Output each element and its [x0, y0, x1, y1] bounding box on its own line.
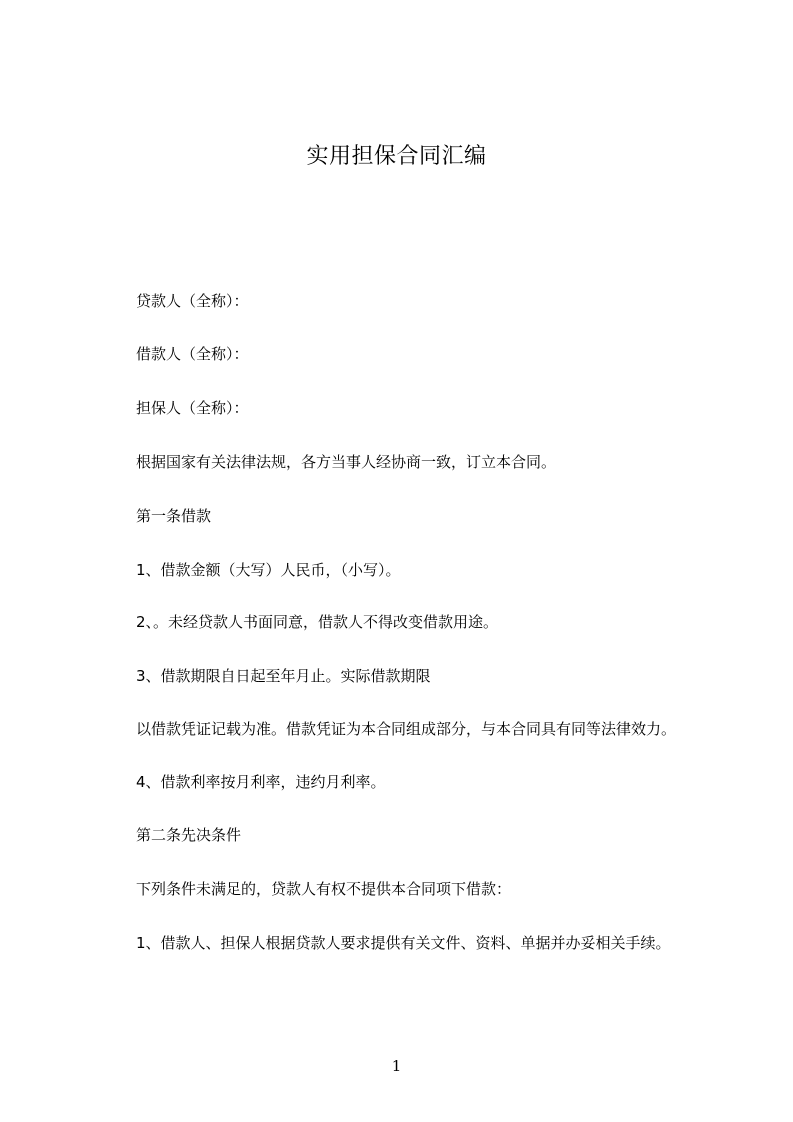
clause-1-4: 4、借款利率按月利率，违约月利率。 — [136, 773, 386, 791]
article-2-intro: 下列条件未满足的，贷款人有权不提供本合同项下借款： — [136, 880, 512, 898]
guarantor-line: 担保人（全称）： — [136, 399, 249, 417]
clause-1-3: 3、借款期限自日起至年月止。实际借款期限 — [136, 667, 431, 685]
clause-1-1: 1、借款金额（大写）人民币，（小写）。 — [136, 561, 401, 579]
borrower-line: 借款人（全称）： — [136, 345, 249, 363]
article-1-heading: 第一条借款 — [136, 507, 212, 525]
page-number: 1 — [391, 1057, 402, 1075]
clause-2-1: 1、借款人、担保人根据贷款人要求提供有关文件、资料、单据并办妥相关手续。 — [136, 934, 671, 952]
clause-1-3-continued: 以借款凭证记载为准。借款凭证为本合同组成部分，与本合同具有同等法律效力。 — [136, 720, 677, 738]
article-2-heading: 第二条先决条件 — [136, 826, 242, 844]
clause-1-2: 2、。未经贷款人书面同意，借款人不得改变借款用途。 — [136, 613, 499, 631]
document-title: 实用担保合同汇编 — [306, 144, 487, 169]
preamble-paragraph: 根据国家有关法律法规，各方当事人经协商一致，订立本合同。 — [136, 453, 557, 471]
lender-line: 贷款人（全称）： — [136, 292, 249, 310]
